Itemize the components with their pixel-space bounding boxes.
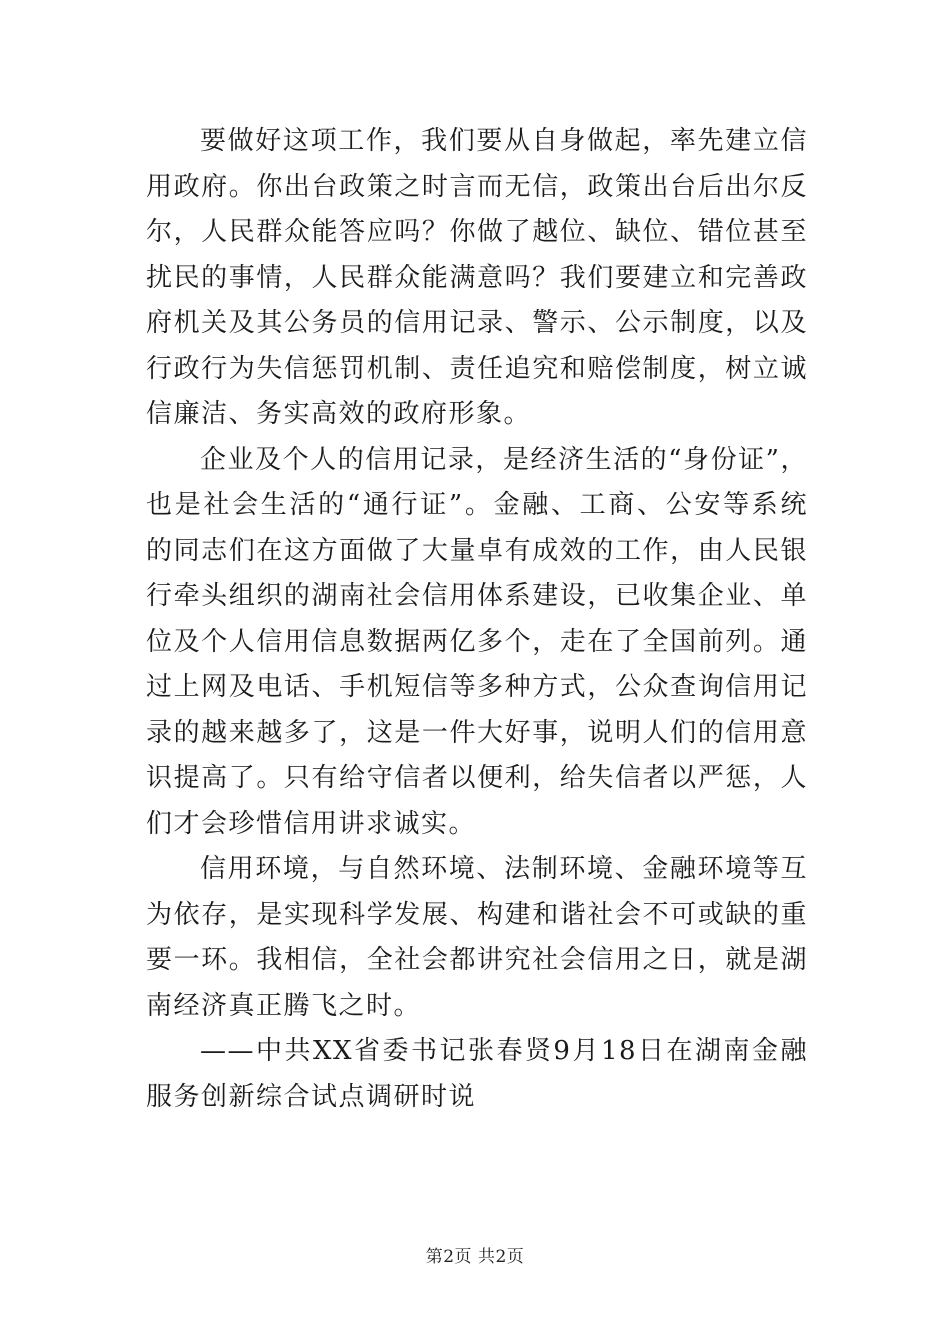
paragraph-credit-government: 要做好这项工作，我们要从自身做起，率先建立信用政府。你出台政策之时言而无信，政策出台后出尔反尔，人民群众能答应吗？你做了越位、缺位、错位甚至扰民的事情，人民群众能满意吗？我们要建立和完善政府机关及其公务员的信用记录、警示、公示制度，以及行政行为失信惩罚机制、责任追究和赔偿制度，树立诚信廉洁、务实高效的政府形象。: [146, 126, 808, 429]
paragraph-attribution: ——中共XX省委书记张春贤9月18日在湖南金融服务创新综合试点调研时说: [146, 1036, 808, 1112]
paragraph-credit-records: 企业及个人的信用记录，是经济生活的“身份证”，也是社会生活的“通行证”。金融、工商、公安等系统的同志们在这方面做了大量卓有成效的工作，由人民银行牵头组织的湖南社会信用体系建设，已收集企业、单位及个人信用信息数据两亿多个，走在了全国前列。通过上网及电话、手机短信等多种方式，公众查询信用记录的越来越多了，这是一件大好事，说明人们的信用意识提高了。只有给守信者以便利，给失信者以严惩，人们才会珍惜信用讲求诚实。: [146, 444, 808, 839]
paragraph-credit-environment: 信用环境，与自然环境、法制环境、金融环境等互为依存，是实现科学发展、构建和谐社会不可或缺的重要一环。我相信，全社会都讲究社会信用之日，就是湖南经济真正腾飞之时。: [146, 854, 808, 1021]
document-body: [146, 119, 808, 1120]
page-number-footer: 第2页 共2页: [425, 1247, 525, 1267]
